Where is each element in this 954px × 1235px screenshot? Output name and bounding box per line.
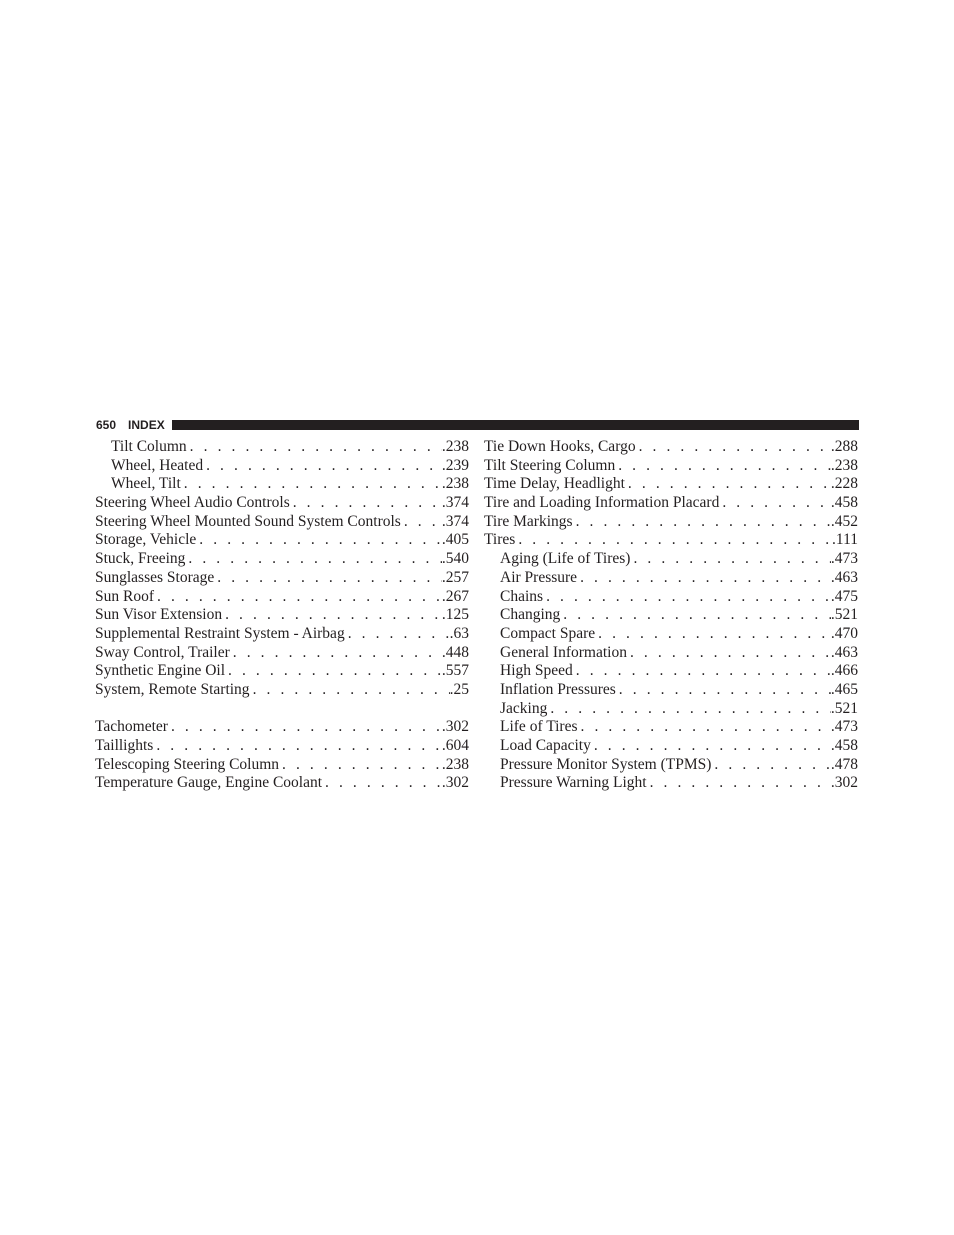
dot-leader [188, 550, 441, 569]
index-entry [95, 625, 469, 644]
index-page-ref: .63 [449, 624, 469, 642]
index-entry [95, 475, 469, 494]
index-entry [484, 475, 858, 494]
index-term: Tire Markings [484, 512, 573, 530]
index-page-ref: .288 [830, 438, 858, 455]
index-term: Life of Tires [500, 718, 578, 736]
page-header [96, 418, 859, 432]
index-entry [484, 531, 858, 550]
index-term: Time Delay, Headlight [484, 475, 625, 493]
index-entry [484, 681, 858, 700]
index-page-ref: .466 [830, 662, 858, 680]
index-entry [484, 756, 858, 775]
section-title: INDEX [128, 418, 165, 432]
index-term: Storage, Vehicle [95, 531, 197, 549]
dot-leader [225, 606, 442, 625]
index-page-ref: .448 [441, 643, 469, 661]
index-page-ref: .540 [441, 550, 469, 568]
index-term: Inflation Pressures [500, 680, 616, 698]
dot-leader [576, 662, 831, 681]
index-term: Steering Wheel Audio Controls [95, 494, 290, 512]
header-rule [172, 420, 859, 430]
index-page-ref: .239 [441, 456, 469, 474]
index-page-ref: .557 [441, 662, 469, 680]
dot-leader [628, 475, 831, 494]
index-term: Taillights [95, 737, 154, 754]
dot-leader [546, 588, 831, 607]
index-term: Wheel, Heated [111, 456, 204, 474]
index-term: Pressure Monitor System (TPMS) [500, 755, 712, 773]
index-term: Jacking [500, 699, 548, 717]
index-page-ref: .478 [830, 755, 858, 773]
index-entry [484, 700, 858, 719]
index-page-ref: .521 [830, 699, 858, 717]
index-column-right [484, 438, 858, 793]
dot-leader [639, 438, 831, 457]
index-term: Supplemental Restraint System - Airbag [95, 624, 345, 642]
dot-leader [404, 513, 442, 532]
index-term: High Speed [500, 662, 573, 680]
index-page-ref: .458 [830, 737, 858, 754]
dot-leader [348, 625, 450, 644]
index-term: Sway Control, Trailer [95, 643, 230, 661]
index-entry [484, 494, 858, 513]
index-entry [95, 644, 469, 663]
dot-leader [190, 438, 442, 457]
dot-leader [722, 494, 831, 513]
dot-leader [581, 718, 831, 737]
index-term: Pressure Warning Light [500, 774, 647, 792]
index-term: Changing [500, 606, 561, 624]
index-entry [95, 588, 469, 607]
index-page-ref: .521 [830, 606, 858, 624]
index-page-ref: .228 [830, 475, 858, 493]
index-entry [95, 550, 469, 569]
index-entry [95, 756, 469, 775]
dot-leader [171, 718, 442, 737]
index-entry [95, 569, 469, 588]
index-page-ref: .302 [441, 774, 469, 792]
index-page-ref: .302 [441, 718, 469, 736]
index-page-ref: .302 [830, 774, 858, 792]
dot-leader [199, 531, 442, 550]
dot-leader [630, 644, 831, 663]
index-entry [95, 606, 469, 625]
index-entry [484, 625, 858, 644]
index-page-ref: .238 [830, 456, 858, 474]
dot-leader [282, 756, 442, 775]
index-page-ref: .238 [441, 755, 469, 773]
index-page-ref: .257 [441, 568, 469, 586]
index-page-ref: .463 [830, 643, 858, 661]
dot-leader [594, 737, 831, 756]
dot-leader [206, 457, 442, 476]
index-page-ref: .238 [441, 475, 469, 493]
index-page-ref: .604 [441, 737, 469, 754]
index-term: Air Pressure [500, 568, 578, 586]
dot-leader [714, 756, 830, 775]
index-page-ref: .473 [830, 550, 858, 568]
index-entry [95, 494, 469, 513]
index-page-ref: .452 [830, 512, 858, 530]
index-entry [484, 569, 858, 588]
index-term: Stuck, Freeing [95, 550, 186, 568]
dot-leader [184, 475, 442, 494]
index-entry [484, 606, 858, 625]
index-term: Tie Down Hooks, Cargo [484, 438, 636, 455]
index-entry [484, 588, 858, 607]
index-entry [484, 457, 858, 476]
dot-leader [563, 606, 831, 625]
index-entry [484, 737, 858, 756]
index-term: Aging (Life of Tires) [500, 550, 631, 568]
index-page-ref: .374 [441, 512, 469, 530]
dot-leader [618, 457, 831, 476]
index-entry [484, 662, 858, 681]
index-term: Tilt Steering Column [484, 456, 616, 474]
dot-leader [598, 625, 831, 644]
index-term: Chains [500, 587, 544, 605]
index-entry [95, 513, 469, 532]
index-entry [95, 774, 469, 793]
index-page-ref: .458 [830, 494, 858, 512]
index-term: Sun Roof [95, 587, 154, 605]
dot-leader [233, 644, 442, 663]
index-entry [95, 737, 469, 756]
index-term: Tilt Column [111, 438, 187, 455]
index-term: Load Capacity [500, 737, 591, 754]
index-page-ref: .475 [830, 587, 858, 605]
index-entry [95, 457, 469, 476]
dot-leader [518, 531, 832, 550]
index-entry [95, 438, 469, 457]
index-page-ref: .374 [441, 494, 469, 512]
index-page-ref: .238 [441, 438, 469, 455]
dot-leader [293, 494, 442, 513]
index-entry [484, 644, 858, 663]
dot-leader [650, 774, 831, 793]
index-term: Tires [484, 531, 516, 549]
index-column-left [95, 438, 469, 793]
index-page-ref: .463 [830, 568, 858, 586]
index-term: General Information [500, 643, 627, 661]
index-page-ref: .405 [441, 531, 469, 549]
index-page-ref: .125 [441, 606, 469, 624]
index-page-ref: .473 [830, 718, 858, 736]
dot-leader [253, 681, 450, 700]
index-page-ref: .465 [830, 680, 858, 698]
dot-leader [156, 737, 442, 756]
dot-leader [633, 550, 830, 569]
index-term: Temperature Gauge, Engine Coolant [95, 774, 323, 792]
index-page-ref: .111 [832, 531, 858, 549]
index-term: Sun Visor Extension [95, 606, 223, 624]
dot-leader [157, 588, 442, 607]
dot-leader [217, 569, 442, 588]
dot-leader [228, 662, 442, 681]
index-term: Wheel, Tilt [111, 475, 181, 493]
index-page-ref: .25 [449, 680, 469, 698]
index-entry [484, 774, 858, 793]
index-entry [484, 438, 858, 457]
dot-leader [576, 513, 831, 532]
index-term: Compact Spare [500, 624, 596, 642]
index-entry [95, 718, 469, 737]
page-number: 650 [96, 418, 117, 432]
index-page-ref: .470 [830, 624, 858, 642]
index-term: Telescoping Steering Column [95, 755, 280, 773]
index-entry [484, 513, 858, 532]
dot-leader [325, 774, 442, 793]
dot-leader [580, 569, 831, 588]
index-entry [484, 718, 858, 737]
index-term: Sunglasses Storage [95, 568, 215, 586]
index-term: Steering Wheel Mounted Sound System Controls [95, 512, 401, 530]
index-entry [95, 531, 469, 550]
index-page-ref: .267 [441, 587, 469, 605]
dot-leader [619, 681, 831, 700]
index-term: Tachometer [95, 718, 168, 736]
dot-leader [550, 700, 831, 719]
index-entry [95, 662, 469, 681]
index-term: System, Remote Starting [95, 680, 250, 698]
index-term: Tire and Loading Information Placard [484, 494, 720, 512]
index-entry [95, 681, 469, 700]
index-term: Synthetic Engine Oil [95, 662, 226, 680]
index-entry [484, 550, 858, 569]
